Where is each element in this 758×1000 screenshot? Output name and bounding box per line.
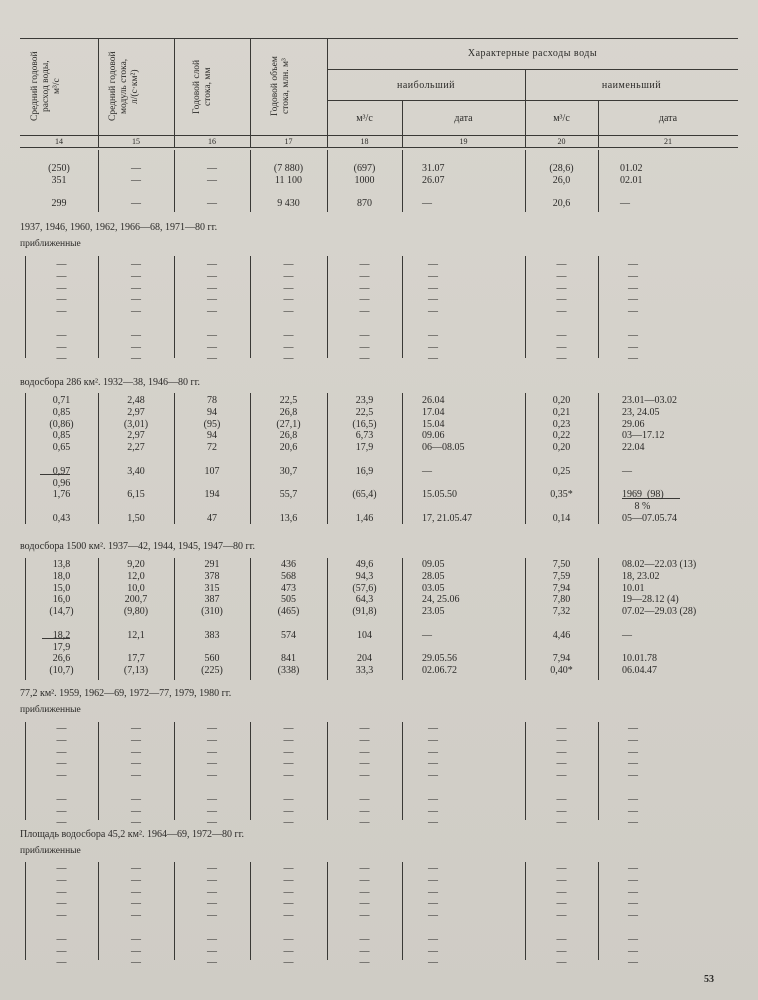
section-title: 1937, 1946, 1960, 1962, 1966—68, 1971—80 гг. [20, 222, 218, 233]
data-column: 0,71 0,85 (0,86) 0,85 0,65 0,97 0,96 1,76 0,43 [49, 395, 74, 524]
dash-column: — — — — — — — — [56, 723, 67, 829]
header-min-m3s: м³/с [553, 113, 570, 124]
col-divider [402, 150, 403, 212]
col-number: 19 [459, 137, 468, 146]
col-divider [598, 558, 599, 680]
dash-column: — — — — — — — — [131, 863, 141, 969]
dash-column: — — — — — — — — [359, 259, 370, 365]
col-divider [598, 862, 599, 960]
header-mean-discharge: Средний годовой расход воды, м³/с [30, 51, 62, 122]
col-number: 16 [208, 137, 216, 146]
dash-column: — — — — — — — — [628, 259, 638, 365]
header-min-label: наименьший [601, 80, 662, 91]
colnum-bottom-rule [20, 147, 738, 148]
header-max-label: наибольший [396, 80, 456, 91]
data-column: — — — [207, 163, 217, 210]
col-number: 17 [284, 137, 293, 146]
dash-column: — — — — — — — — [131, 259, 141, 365]
data-column: 31.07 26.07 — [422, 163, 445, 210]
dash-column: — — — — — — — — [556, 863, 567, 969]
dash-column: — — — — — — — — [131, 723, 141, 829]
data-column: — — — [131, 163, 141, 210]
header-characteristic-discharges: Характерные расходы воды [467, 48, 598, 59]
data-column: (250) 351 299 [48, 163, 70, 210]
data-column: 49,6 94,3 (57,6) 64,3 (91,8) 104 204 33,3 [352, 559, 377, 677]
table-top-rule [20, 38, 738, 39]
data-column: 01.02 02.01 — [620, 163, 643, 210]
col-number: 14 [55, 137, 63, 146]
data-column: 08.02—22.03 (13) 18, 23.02 10.01 19—28.12 (4) 07.02—29.03 (28) — 10.01.78 06.04.47 [622, 559, 697, 677]
col-divider [402, 393, 403, 524]
section-title: Площадь водосбора 45,2 км². 1964—69, 1972—80 гг. [20, 829, 245, 840]
data-column: 23.01—03.02 23, 24.05 29.06 03—17.12 22.04 — 1969 (98) 8 % 05—07.05.74 [622, 395, 677, 524]
group-title-rule [327, 69, 738, 70]
dash-column: — — — — — — — — [283, 259, 294, 365]
col-number: 15 [132, 137, 140, 146]
subgroup-rule [327, 100, 738, 101]
data-column: 26.04 17.04 15.04 09.06 06—08.05 — 15.05.50 17, 21.05.47 [422, 395, 472, 524]
section-title: водосбора 1500 км². 1937—42, 1944, 1945, 1947—80 гг. [20, 541, 256, 552]
col-divider [598, 256, 599, 358]
header-min-date: дата [658, 113, 678, 124]
dash-column: — — — — — — — — [283, 723, 294, 829]
col-number: 20 [557, 137, 566, 146]
col-divider [402, 558, 403, 680]
data-column: 7,50 7,59 7,94 7,80 7,32 4,46 7,94 0,40* [550, 559, 573, 677]
data-column: 436 568 473 505 (465) 574 841 (338) [277, 559, 300, 677]
col-divider [402, 722, 403, 820]
header-col-divider [98, 38, 99, 147]
data-column: 2,48 2,97 (3,01) 2,97 2,27 3,40 6,15 1,50 [123, 395, 149, 524]
dash-column: — — — — — — — — [428, 863, 438, 969]
dash-column: — — — — — — — — [428, 723, 438, 829]
data-column: (697) 1000 870 [353, 163, 376, 210]
data-column: 09.05 28.05 03.05 24, 25.06 23.05 — 29.05.56 02.06.72 [422, 559, 460, 677]
data-column: 291 378 315 387 (310) 383 560 (225) [201, 559, 223, 677]
col-divider [598, 722, 599, 820]
header-col-divider [174, 38, 175, 147]
dash-column: — — — — — — — — [207, 863, 217, 969]
dash-column: — — — — — — — — [56, 259, 67, 365]
colnum-top-rule [20, 135, 738, 136]
col-divider [598, 393, 599, 524]
page-number: 53 [704, 974, 714, 985]
header-runoff-layer: Годовой слой стока, мм [192, 59, 213, 114]
dash-column: — — — — — — — — [428, 259, 438, 365]
data-column: (7 880) 11 100 9 430 [273, 163, 304, 210]
data-column: 23,9 22,5 (16,5) 6,73 17,9 16,9 (65,4) 1,46 [352, 395, 377, 524]
col-divider [402, 256, 403, 358]
dash-column: — — — — — — — — [359, 863, 370, 969]
col-number: 21 [664, 137, 672, 146]
dash-column: — — — — — — — — [628, 863, 638, 969]
dash-column: — — — — — — — — [556, 259, 567, 365]
section-subtitle: приближенные [20, 846, 81, 856]
header-runoff-volume: Годовой объем стока, млн. м³ [270, 56, 291, 117]
data-column: 13,8 18,0 15,0 16,0 (14,7) 18,2 17,9 26,6 (10,7) [49, 559, 74, 677]
section-title: водосбора 286 км². 1932—38, 1946—80 гг. [20, 377, 201, 388]
data-column: 78 94 (95) 94 72 107 194 47 [203, 395, 221, 524]
col-divider [598, 150, 599, 212]
header-col-divider [250, 38, 251, 147]
col-divider [402, 862, 403, 960]
header-max-date: дата [454, 113, 473, 124]
dash-column: — — — — — — — — [207, 259, 217, 365]
dash-column: — — — — — — — — [359, 723, 370, 829]
header-mean-modulus: Средний годовой модуль стока, л/(с·км²) [108, 51, 140, 122]
dash-column: — — — — — — — — [556, 723, 567, 829]
data-column: 0,20 0,21 0,23 0,22 0,20 0,25 0,35* 0,14 [550, 395, 573, 524]
col-number: 18 [360, 137, 369, 146]
data-column: (28,6) 26,0 20,6 [549, 163, 574, 210]
dash-column: — — — — — — — — [283, 863, 294, 969]
data-column: 22,5 26,8 (27,1) 26,8 20,6 30,7 55,7 13,6 [276, 395, 301, 524]
dash-column: — — — — — — — — [628, 723, 638, 829]
section-subtitle: приближенные [20, 705, 81, 715]
section-title: 77,2 км². 1959, 1962—69, 1972—77, 1979, 1980 гг. [20, 688, 232, 699]
header-max-m3s: м³/с [356, 113, 373, 124]
dash-column: — — — — — — — — [56, 863, 67, 969]
data-column: 9,20 12,0 10,0 200,7 (9,80) 12,1 17,7 (7,13) [123, 559, 149, 677]
section-subtitle: приближенные [20, 239, 81, 249]
dash-column: — — — — — — — — [207, 723, 217, 829]
